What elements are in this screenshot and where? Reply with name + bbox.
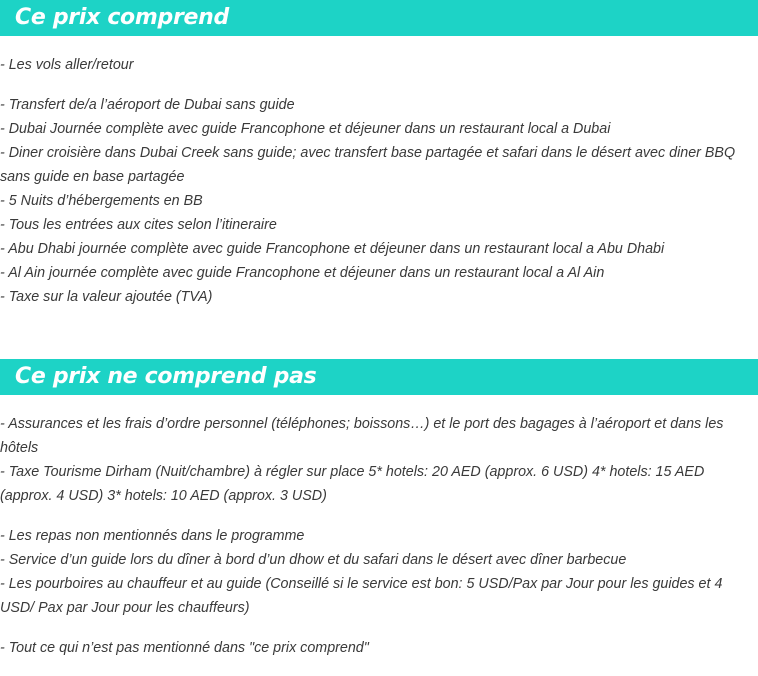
spacer — [0, 508, 758, 524]
included-list — [0, 53, 758, 309]
list-item: - Al Ain journée complète avec guide Francophone et déjeuner dans un restaurant local a Al Ain — [0, 265, 605, 281]
list-item: - 5 Nuits d’hébergements en BB — [0, 193, 203, 209]
list-item: - Les repas non mentionnés dans le programme — [0, 528, 305, 544]
list-item: - Taxe Tourisme Dirham (Nuit/chambre) à régler sur place 5* hotels: 20 AED (approx. 6 USD) 4* hotels: 15 AED (approx. 4 USD) 3* hotels: 10 AED (approx. 3 USD) — [0, 464, 705, 504]
list-item: - Service d’un guide lors du dîner à bord d’un dhow et du safari dans le désert avec dîner barbecue — [0, 552, 627, 568]
list-item: - Tout ce qui n’est pas mentionné dans "ce prix comprend" — [0, 640, 369, 656]
list-item: - Abu Dhabi journée complète avec guide Francophone et déjeuner dans un restaurant local a Abu Dhabi — [0, 241, 665, 257]
list-item: - Les pourboires au chauffeur et au guide (Conseillé si le service est bon: 5 USD/Pax par Jour pour les guides et 4 USD/ Pax par Jour pour les chauffeurs) — [0, 576, 723, 616]
list-item: - Tous les entrées aux cites selon l’itineraire — [0, 217, 277, 233]
list-item: - Les vols aller/retour — [0, 57, 134, 73]
excluded-section-header — [0, 359, 758, 395]
list-item: - Transfert de/a l’aéroport de Dubai sans guide — [0, 97, 295, 113]
excluded-list — [0, 412, 758, 660]
spacer — [0, 620, 758, 636]
included-section-header — [0, 0, 758, 36]
list-item: - Taxe sur la valeur ajoutée (TVA) — [0, 289, 213, 305]
list-item: - Dubai Journée complète avec guide Francophone et déjeuner dans un restaurant local a Dubai — [0, 121, 611, 137]
excluded-section-title: Ce prix ne comprend pas — [15, 364, 317, 389]
included-section-title: Ce prix comprend — [15, 5, 229, 30]
list-item: - Diner croisière dans Dubai Creek sans guide; avec transfert base partagée et safari dans le désert avec diner BBQ sans guide en base partagée — [0, 145, 736, 185]
spacer — [0, 77, 758, 93]
list-item: - Assurances et les frais d’ordre personnel (téléphones; boissons…) et le port des bagages à l’aéroport et dans les hôtels — [0, 416, 724, 456]
